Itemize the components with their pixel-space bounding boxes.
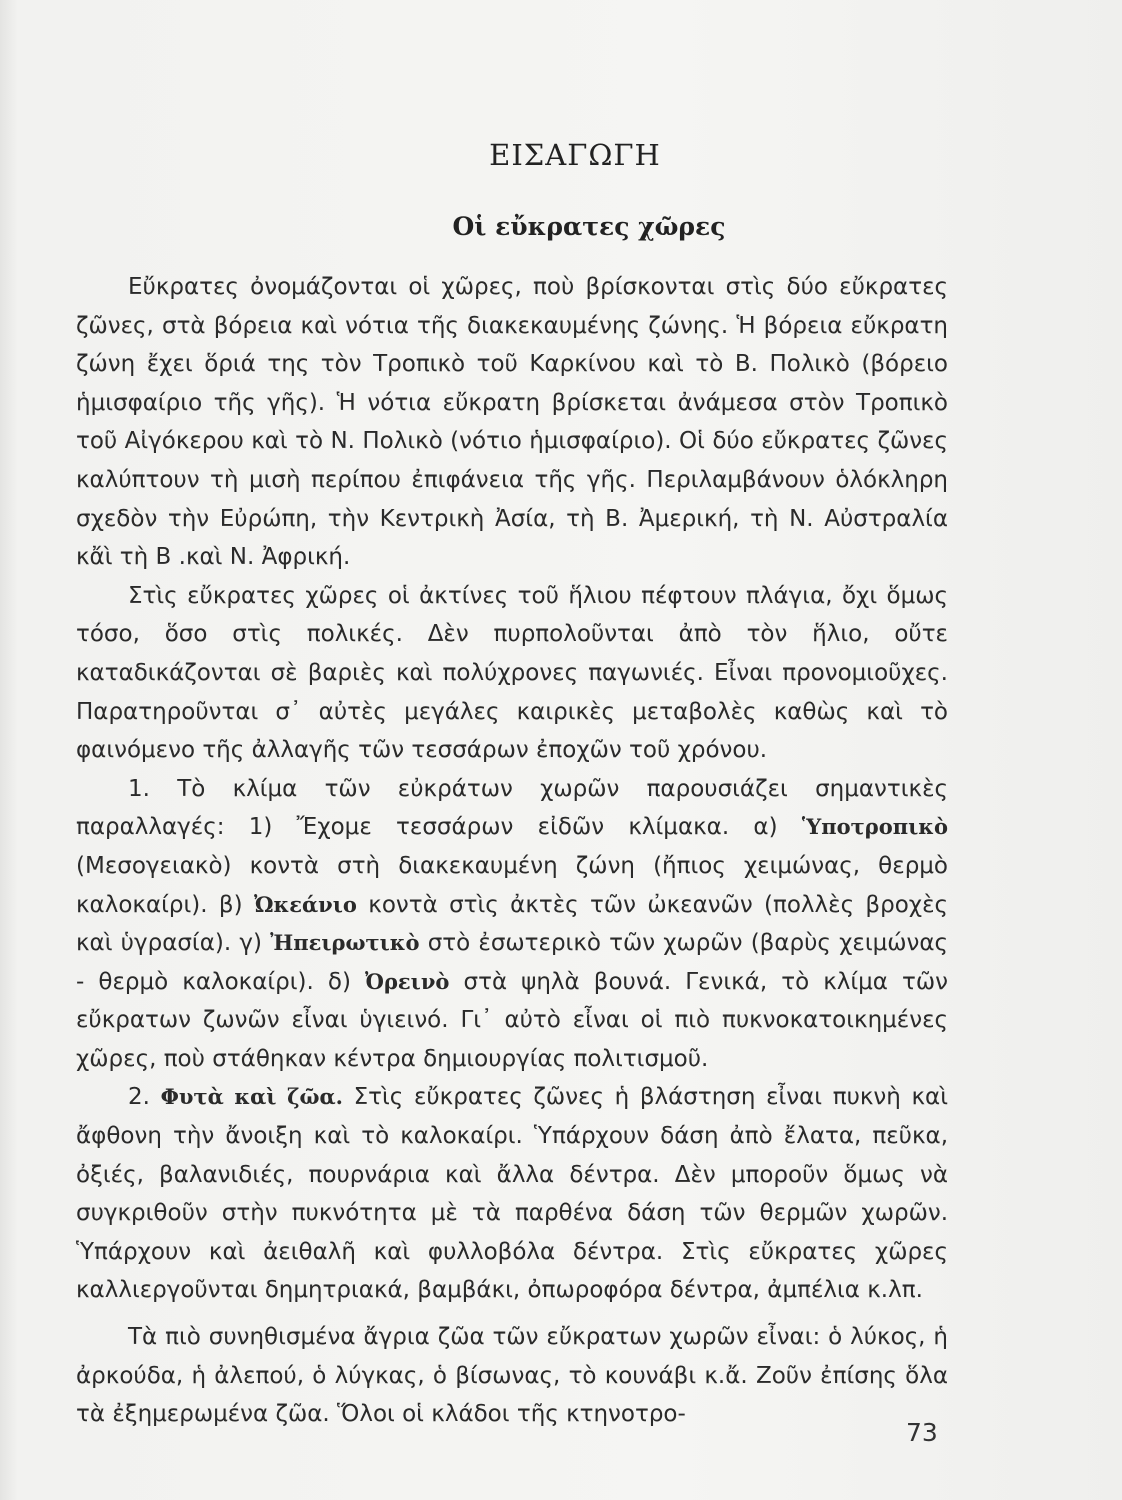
- section-subtitle: Οἱ εὔκρατες χῶρες: [452, 212, 726, 241]
- term-oceanic: Ὠκεάνιο: [253, 891, 357, 917]
- climate-text-3: κοντὰ στὶς ἀκτὲς τῶν ὠκεανῶν (πολλὲς βροχὲς καὶ ὑγρασία). γ): [76, 891, 949, 957]
- body-text: [76, 268, 948, 1434]
- climate-text-2: (Μεσογειακὸ) κοντὰ στὴ διακεκαυμένη ζώνη (ἤπιος χειμώνας, θερμὸ καλοκαίρι). β): [76, 852, 948, 918]
- paragraph-plants-animals: [76, 1078, 948, 1310]
- paragraph-intro: Εὔκρατες ὀνομάζονται οἱ χῶρες, ποὺ βρίσκονται στὶς δύο εὔκρατες ζῶνες, στὰ βόρεια καὶ νότια τῆς διακεκαυμένης ζώνης. Ἡ βόρεια εὔκρατη ζώνη ἔχει ὅριά της τὸν Τροπικὸ τοῦ Καρκίνου καὶ τὸ Β. Πολικὸ (βόρειο ἡμισφαίριο τῆς γῆς). Ἡ νότια εὔκρατη βρίσκεται ἀνάμεσα στὸν Τροπικὸ τοῦ Αἰγόκερου καὶ τὸ Ν. Πολικὸ (νότιο ἡμισφαίριο). Οἱ δύο εὔκρατες ζῶνες καλύπτουν τὴ μισὴ περίπου ἐπιφάνεια τῆς γῆς. Περιλαμβάνουν ὁλόκληρη σχεδὸν τὴν Εὐρώπη, τὴν Κεντρικὴ Ἀσία, τὴ Β. Ἀμερική, τὴ Ν. Αὐστραλία κἄὶ τὴ Β .καὶ Ν. Ἀφρική.: [76, 274, 948, 571]
- plants-text-1: 2.: [128, 1084, 161, 1111]
- term-mountain: Ὀρεινὸ: [365, 968, 450, 994]
- chapter-title: ΕΙΣΑΓΩΓΗ: [489, 138, 661, 172]
- term-continental: Ἠπειρωτικὸ: [270, 930, 420, 956]
- climate-text-1: 1. Τὸ κλίμα τῶν εὐκράτων χωρῶν παρουσιάζει σημαντικὲς παραλλαγές: 1) Ἔχομε τεσσάρων εἰδῶν κλίμακα. α): [76, 775, 948, 841]
- paragraph-wild-animals: Τὰ πιὸ συνηθισμένα ἄγρια ζῶα τῶν εὔκρατων χωρῶν εἶναι: ὁ λύκος, ἡ ἀρκούδα, ἡ ἀλεπού, ὁ λύγκας, ὁ βίσωνας, τὸ κουνάβι κ.ἄ. Ζοῦν ἐπίσης ὅλα τὰ ἐξημερωμένα ζῶα. Ὅλοι οἱ κλάδοι τῆς κτηνοτρο-: [76, 1324, 948, 1428]
- term-plants-animals: Φυτὰ καὶ ζῶα.: [160, 1084, 343, 1110]
- climate-text-4: στὸ ἐσωτερικὸ τῶν χωρῶν (βαρὺς χειμώνας - θερμὸ καλοκαίρι). δ): [76, 930, 948, 995]
- paragraph-sun-rays: Στὶς εὔκρατες χῶρες οἱ ἀκτίνες τοῦ ἥλιου πέφτουν πλάγια, ὄχι ὅμως τόσο, ὅσο στὶς πολικές. Δὲν πυρπολοῦνται ἀπὸ τὸν ἥλιο, οὔτε καταδικάζονται σὲ βαριὲς καὶ πολύχρονες παγωνιές. Εἶναι προνομιοῦχες. Παρατηροῦνται σ᾽ αὐτὲς μεγάλες καιρικὲς μεταβολὲς καθὼς καὶ τὸ φαινόμενο τῆς ἀλλαγῆς τῶν τεσσάρων ἐποχῶν τοῦ χρόνου.: [76, 582, 948, 764]
- term-subtropical: Ὑποτροπικὸ: [801, 814, 948, 840]
- paragraph-climate: [76, 770, 948, 1079]
- climate-text-5: στὰ ψηλὰ βουνά. Γενικά, τὸ κλίμα τῶν εὔκρατων ζωνῶν εἶναι ὑγιεινό. Γι᾽ αὐτὸ εἶναι οἱ πιὸ πυκνοκατοικημένες χῶρες, ποὺ στάθηκαν κέντρα δημιουργίας πολιτισμοῦ.: [76, 968, 949, 1072]
- plants-text-2: Στὶς εὔκρατες ζῶνες ἡ βλάστηση εἶναι πυκνὴ καὶ ἄφθονη τὴν ἄνοιξη καὶ τὸ καλοκαίρι. Ὑπάρχουν δάση ἀπὸ ἔλατα, πεῦκα, ὀξιές, βαλανιδιές, πουρνάρια καὶ ἄλλα δέντρα. Δὲν μποροῦν ὅμως νὰ συγκριθοῦν στὴν πυκνότητα μὲ τὰ παρθένα δάση τῶν θερμῶν χωρῶν. Ὑπάρχουν καὶ ἀειθαλῆ καὶ φυλλοβόλα δέντρα. Στὶς εὔκρατες χῶρες καλλιεργοῦνται δημητριακά, βαμβάκι, ὀπωροφόρα δέντρα, ἀμπέλια κ.λπ.: [76, 1084, 948, 1304]
- page-number: 73: [906, 1418, 938, 1447]
